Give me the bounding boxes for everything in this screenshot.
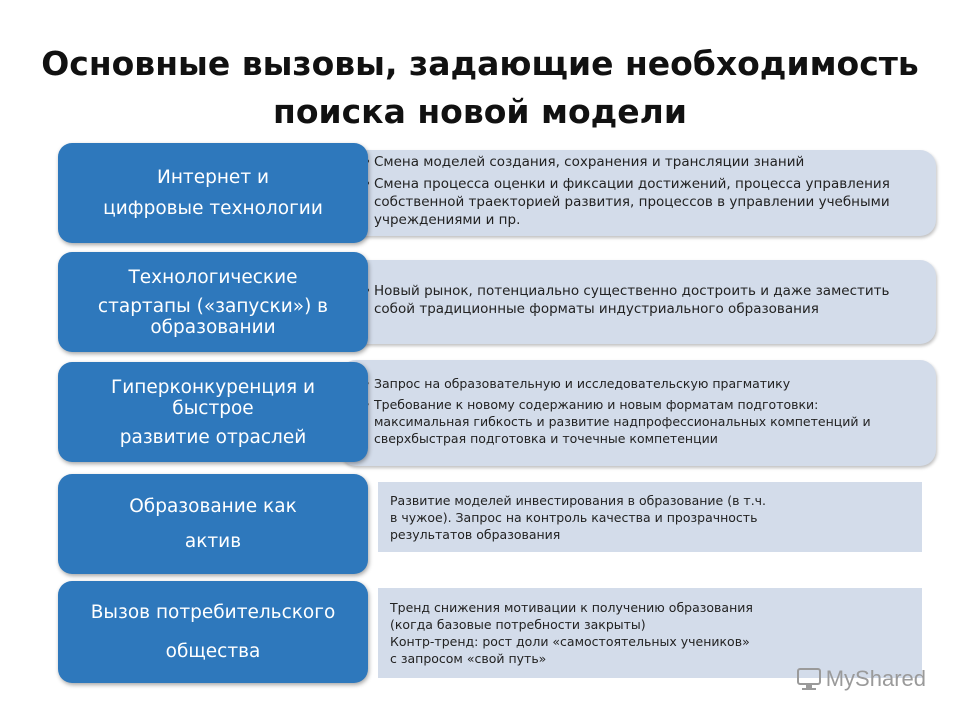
detail-list — [362, 153, 916, 233]
label-internet — [58, 143, 368, 243]
detail-bullet: • Запрос на образовательную и исследовательскую прагматику — [374, 375, 916, 392]
label-startups — [58, 252, 368, 352]
detail-line: с запросом «свой путь» — [390, 651, 547, 666]
label-line: общества — [165, 641, 261, 662]
label-asset — [58, 474, 368, 574]
label-line: Интернет и — [157, 167, 269, 188]
detail-line: Развитие моделей инвестирования в образование (в т.ч. — [390, 492, 767, 508]
detail-line: (когда базовые потребности закрыты) — [390, 617, 646, 632]
title-line-1: Основные вызовы, задающие необходимость — [41, 44, 919, 83]
label-line: образовании — [150, 316, 276, 338]
label-hypercompetition — [58, 362, 368, 462]
label-line: Гиперконкуренция и — [110, 376, 316, 398]
detail-bullet: • Смена моделей создания, сохранения и трансляции знаний — [374, 153, 916, 171]
detail-box-asset — [378, 482, 922, 552]
label-line: быстрое — [172, 397, 254, 419]
detail-bullet: • Новый рынок, потенциально существенно достроить и даже заместить собой традиционные форматы индустриального образования — [374, 282, 916, 318]
monitor-icon — [796, 667, 822, 691]
slide-title — [20, 40, 940, 136]
label-line: Вызов потребительского — [90, 602, 336, 623]
detail-box-consumer — [378, 588, 922, 678]
detail-box-startups — [340, 260, 936, 344]
watermark — [796, 666, 926, 692]
detail-line: Контр-тренд: рост доли «самостоятельных учеников» — [390, 634, 750, 649]
label-line: актив — [184, 531, 242, 552]
detail-text — [390, 599, 753, 667]
detail-line: Тренд снижения мотивации к получению образования — [390, 600, 753, 615]
label-consumer — [58, 581, 368, 683]
label-line: Технологические — [128, 266, 298, 288]
detail-bullet: • Требование к новому содержанию и новым форматам подготовки: максимальная гибкость и развитие надпрофессиональных компетенций и сверхбыстрая подготовка и точечные компетенции — [374, 396, 916, 447]
detail-list — [362, 375, 916, 451]
detail-list — [362, 282, 916, 322]
title-line-2: поиска новой модели — [273, 92, 687, 131]
detail-bullet: • Смена процесса оценки и фиксации достижений, процесса управления собственной траекторией развития, процессов в управлении учебными учреждениями и пр. — [374, 175, 916, 229]
detail-line: результатов образования — [390, 526, 561, 542]
label-line: стартапы («запуски») в — [97, 295, 329, 317]
label-line: цифровые технологии — [103, 198, 323, 219]
detail-box-internet — [340, 150, 936, 236]
watermark-text: MyShared — [825, 666, 926, 691]
detail-text — [390, 492, 766, 543]
label-line: развитие отраслей — [119, 426, 307, 448]
detail-line: в чужое). Запрос на контроль качества и прозрачность — [390, 509, 758, 525]
label-line: Образование как — [129, 496, 297, 517]
detail-box-hypercompetition — [340, 360, 936, 466]
